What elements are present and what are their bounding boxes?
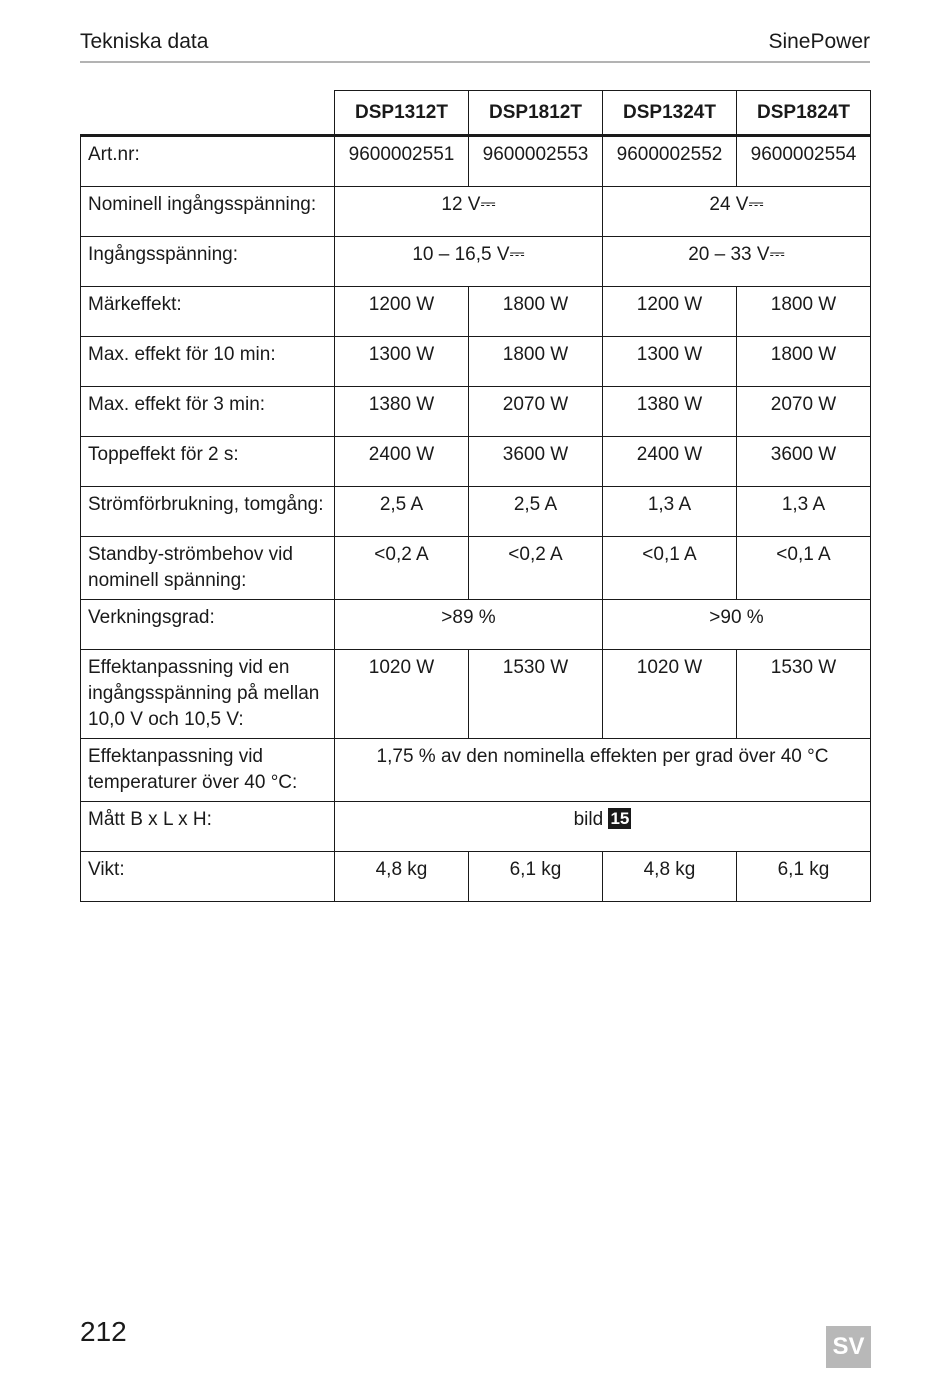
cell-value: 3600 W [469,437,603,487]
cell-value: 6,1 kg [737,852,871,902]
row-label: Mått B x L x H: [81,802,335,852]
table-row [81,387,871,437]
cell-value: 3600 W [737,437,871,487]
cell-value: 2070 W [737,387,871,437]
cell-value: <0,1 A [603,537,737,600]
cell-value: 1800 W [469,337,603,387]
cell-value: 6,1 kg [469,852,603,902]
page-number: 212 [80,1316,127,1347]
model-header: DSP1812T [469,91,603,136]
cell-value: 2,5 A [469,487,603,537]
cell-value: 1200 W [335,287,469,337]
cell-value: 9600002551 [335,136,469,187]
row-label: Märkeffekt: [81,287,335,337]
cell-value: 1380 W [603,387,737,437]
table-row [81,650,871,739]
row-label: Effektanpassning vid en ingångsspänning på mellan 10,0 V och 10,5 V: [81,650,335,739]
cell-value: 10 – 16,5 V⎓ [335,237,603,287]
row-label: Max. effekt för 3 min: [81,387,335,437]
language-tab: SV [826,1326,871,1368]
table-row [81,337,871,387]
cell-value: 9600002552 [603,136,737,187]
cell-value: 1300 W [603,337,737,387]
model-header: DSP1324T [603,91,737,136]
cell-value: 12 V⎓ [335,187,603,237]
row-label: Verkningsgrad: [81,600,335,650]
cell-value: 2070 W [469,387,603,437]
technical-data-table [80,90,871,902]
row-label: Nominell ingångsspänning: [81,187,335,237]
header-corner-cell [81,91,335,136]
cell-value: 1800 W [737,287,871,337]
section-title: Tekniska data [80,30,209,53]
cell-value: 4,8 kg [335,852,469,902]
row-label: Effektanpassning vid temperaturer över 40 °C: [81,739,335,802]
cell-value: <0,2 A [335,537,469,600]
cell-value: 1800 W [737,337,871,387]
cell-value: 9600002553 [469,136,603,187]
cell-value: 1,3 A [603,487,737,537]
table-row [81,852,871,902]
cell-value: 20 – 33 V⎓ [603,237,871,287]
cell-value: <0,2 A [469,537,603,600]
table-row [81,739,871,802]
row-label: Vikt: [81,852,335,902]
model-header: DSP1824T [737,91,871,136]
cell-value: 2400 W [335,437,469,487]
cell-value: 1530 W [737,650,871,739]
cell-value: <0,1 A [737,537,871,600]
table-row [81,537,871,600]
table-row [81,237,871,287]
cell-value: 2,5 A [335,487,469,537]
row-label: Art.nr: [81,136,335,187]
cell-value: 9600002554 [737,136,871,187]
table-row [81,136,871,187]
product-name: SinePower [768,30,870,53]
cell-value: 1800 W [469,287,603,337]
cell-value: 1530 W [469,650,603,739]
header-rule [80,61,870,63]
cell-value: 1020 W [603,650,737,739]
table-row [81,287,871,337]
row-label: Strömförbrukning, tomgång: [81,487,335,537]
cell-value: >89 % [335,600,603,650]
cell-value: >90 % [603,600,871,650]
cell-value: 2400 W [603,437,737,487]
cell-value: 1,75 % av den nominella effekten per grad över 40 °C [335,739,871,802]
row-label: Toppeffekt för 2 s: [81,437,335,487]
figure-reference-text: bild [573,809,604,830]
row-label: Standby-strömbehov vid nominell spänning: [81,537,335,600]
model-header: DSP1312T [335,91,469,136]
cell-value: 1380 W [335,387,469,437]
table-row [81,437,871,487]
cell-value: 4,8 kg [603,852,737,902]
cell-value: 1,3 A [737,487,871,537]
table-header-row [81,91,871,136]
table-row [81,802,871,852]
row-label: Ingångsspänning: [81,237,335,287]
cell-value: 24 V⎓ [603,187,871,237]
figure-number-badge: 15 [610,809,630,828]
cell-value: 1200 W [603,287,737,337]
table-row [81,487,871,537]
table-row [81,600,871,650]
cell-value: 1300 W [335,337,469,387]
cell-value: 1020 W [335,650,469,739]
table-row [81,187,871,237]
figure-reference-cell [335,802,871,852]
row-label: Max. effekt för 10 min: [81,337,335,387]
